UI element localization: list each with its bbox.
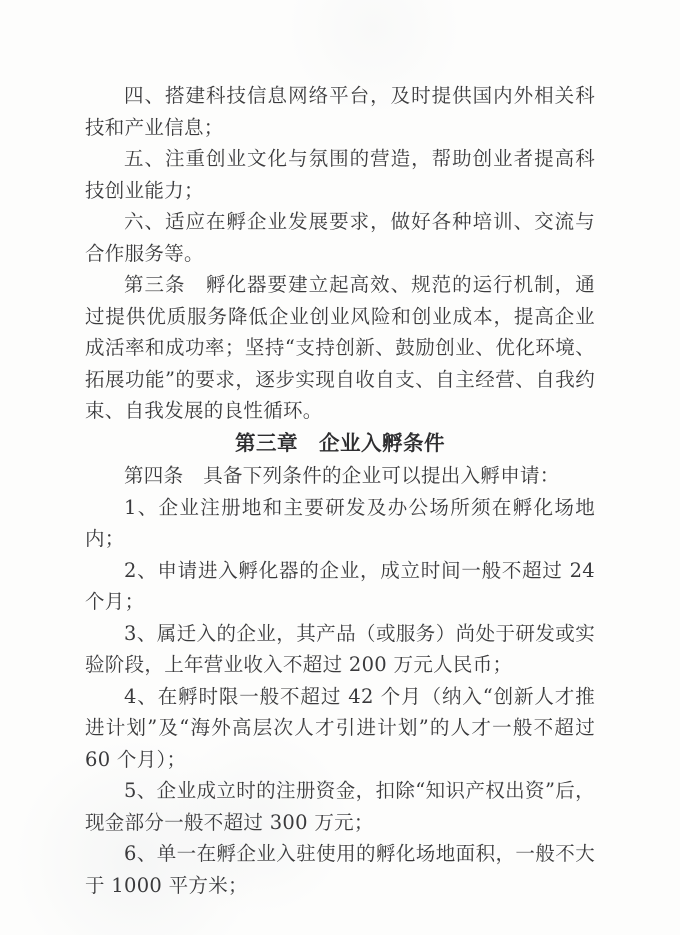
list-item-4: 4、在孵时限一般不超过 42 个月（纳入“创新人才推进计划”及“海外高层次人才引进计划”的人才一般不超过 60 个月）； bbox=[85, 684, 595, 771]
list-item-1: 1、企业注册地和主要研发及办公场所须在孵化场地内； bbox=[85, 495, 595, 550]
paragraph-item-6: 六、适应在孵企业发展要求，做好各种培训、交流与合作服务等。 bbox=[85, 210, 595, 265]
paragraph-article-4: 第四条 具备下列条件的企业可以提出入孵申请： bbox=[124, 464, 560, 487]
list-item-5: 5、企业成立时的注册资金，扣除“知识产权出资”后，现金部分一般不超过 300 万元； bbox=[85, 779, 595, 834]
paragraph-article-3: 第三条 孵化器要建立起高效、规范的运行机制，通过提供优质服务降低企业创业风险和创业成本，提高企业成活率和成功率；坚持“支持创新、鼓励创业、优化环境、拓展功能”的要求，逐步实现自收自支、自主经营、自我约束、自我发展的良性循环。 bbox=[85, 273, 595, 422]
paragraph-item-4: 四、搭建科技信息网络平台，及时提供国内外相关科技和产业信息； bbox=[85, 84, 595, 139]
list-item-6: 6、单一在孵企业入驻使用的孵化场地面积，一般不大于 1000 平方米； bbox=[85, 842, 595, 897]
paragraph-item-5: 五、注重创业文化与氛围的营造，帮助创业者提高科技创业能力； bbox=[85, 147, 595, 202]
list-item-3: 3、属迁入的企业，其产品（或服务）尚处于研发或实验阶段，上年营业收入不超过 200 万元人民币； bbox=[85, 621, 595, 676]
document-body bbox=[85, 80, 595, 901]
chapter-heading: 第三章 企业入孵条件 bbox=[235, 430, 445, 455]
list-item-2: 2、申请进入孵化器的企业，成立时间一般不超过 24 个月； bbox=[85, 558, 595, 613]
